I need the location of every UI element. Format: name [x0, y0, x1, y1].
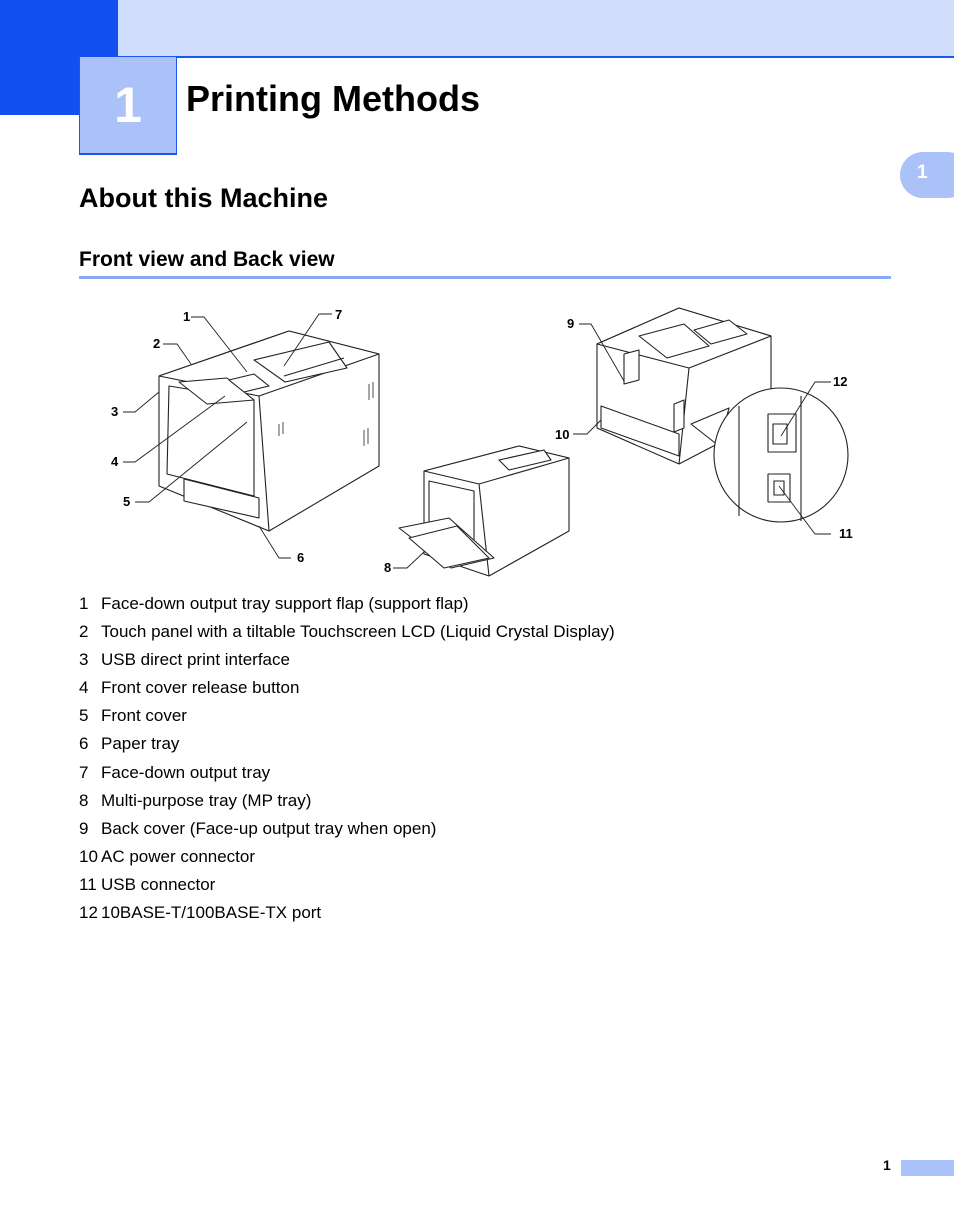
list-item-number: 1	[79, 594, 89, 613]
list-item-number: 10	[79, 846, 98, 866]
list-item-number: 3	[79, 650, 89, 670]
list-item-number: 2	[79, 622, 89, 642]
callout-6: 6	[297, 550, 305, 565]
list-item-label: Face-down output tray support flap (support flap)	[101, 594, 469, 613]
list-item-number: 6	[79, 734, 89, 754]
mp-tray-printer-drawing	[399, 446, 569, 576]
subsection-title: Front view and Back view	[79, 248, 335, 271]
list-item-label: USB connector	[101, 874, 216, 894]
list-item-label: Back cover (Face-up output tray when open)	[101, 818, 437, 838]
list-item-number: 8	[79, 790, 89, 810]
list-item-number: 9	[79, 818, 89, 838]
list-item-label: AC power connector	[101, 846, 256, 866]
chapter-title: Printing Methods	[186, 78, 480, 119]
list-item-number: 11	[79, 874, 97, 894]
list-item-label: Multi-purpose tray (MP tray)	[101, 790, 312, 810]
chapter-number-box	[79, 57, 177, 155]
header-band-line	[118, 56, 954, 58]
list-item	[79, 873, 615, 901]
page-number-tab	[901, 1160, 954, 1176]
list-item	[79, 732, 615, 760]
front-printer-drawing	[159, 331, 379, 531]
list-item-number: 4	[79, 678, 89, 698]
list-item-label: Face-down output tray	[101, 762, 271, 782]
callout-9: 9	[567, 316, 575, 331]
callout-11: 11	[839, 526, 853, 541]
list-item	[79, 789, 615, 817]
list-item	[79, 845, 615, 873]
callout-4: 4	[111, 454, 119, 469]
callout-7: 7	[335, 307, 343, 322]
list-item-label: Front cover	[101, 706, 187, 726]
section-title: About this Machine	[79, 183, 328, 213]
header-band	[0, 0, 954, 57]
page-number: 1	[883, 1157, 891, 1173]
callout-8: 8	[384, 560, 392, 575]
printer-illustration	[79, 296, 891, 586]
parts-list	[79, 592, 615, 929]
list-item	[79, 620, 615, 648]
list-item-label: Paper tray	[101, 734, 180, 754]
list-item	[79, 761, 615, 789]
list-item-label: Front cover release button	[101, 678, 300, 698]
callout-1: 1	[183, 309, 191, 324]
list-item-number: 7	[79, 762, 89, 782]
list-item-label: USB direct print interface	[101, 650, 290, 670]
list-item	[79, 704, 615, 732]
list-item	[79, 648, 615, 676]
chapter-number: 1	[114, 77, 142, 133]
list-item-label: 10BASE-T/100BASE-TX port	[101, 903, 322, 923]
callout-3: 3	[111, 404, 119, 419]
callout-5: 5	[123, 494, 131, 509]
list-item-label: Touch panel with a tiltable Touchscreen LCD (Liquid Crystal Display)	[101, 622, 615, 642]
list-item	[79, 901, 615, 929]
callout-2: 2	[153, 336, 161, 351]
list-item-number: 5	[79, 706, 89, 726]
list-item	[79, 592, 615, 620]
list-item	[79, 817, 615, 845]
subsection-rule	[79, 276, 891, 279]
callout-12: 12	[833, 374, 848, 389]
callout-10: 10	[555, 427, 570, 442]
chapter-side-tab-number: 1	[917, 162, 928, 183]
list-item	[79, 676, 615, 704]
list-item-number: 12	[79, 903, 98, 923]
